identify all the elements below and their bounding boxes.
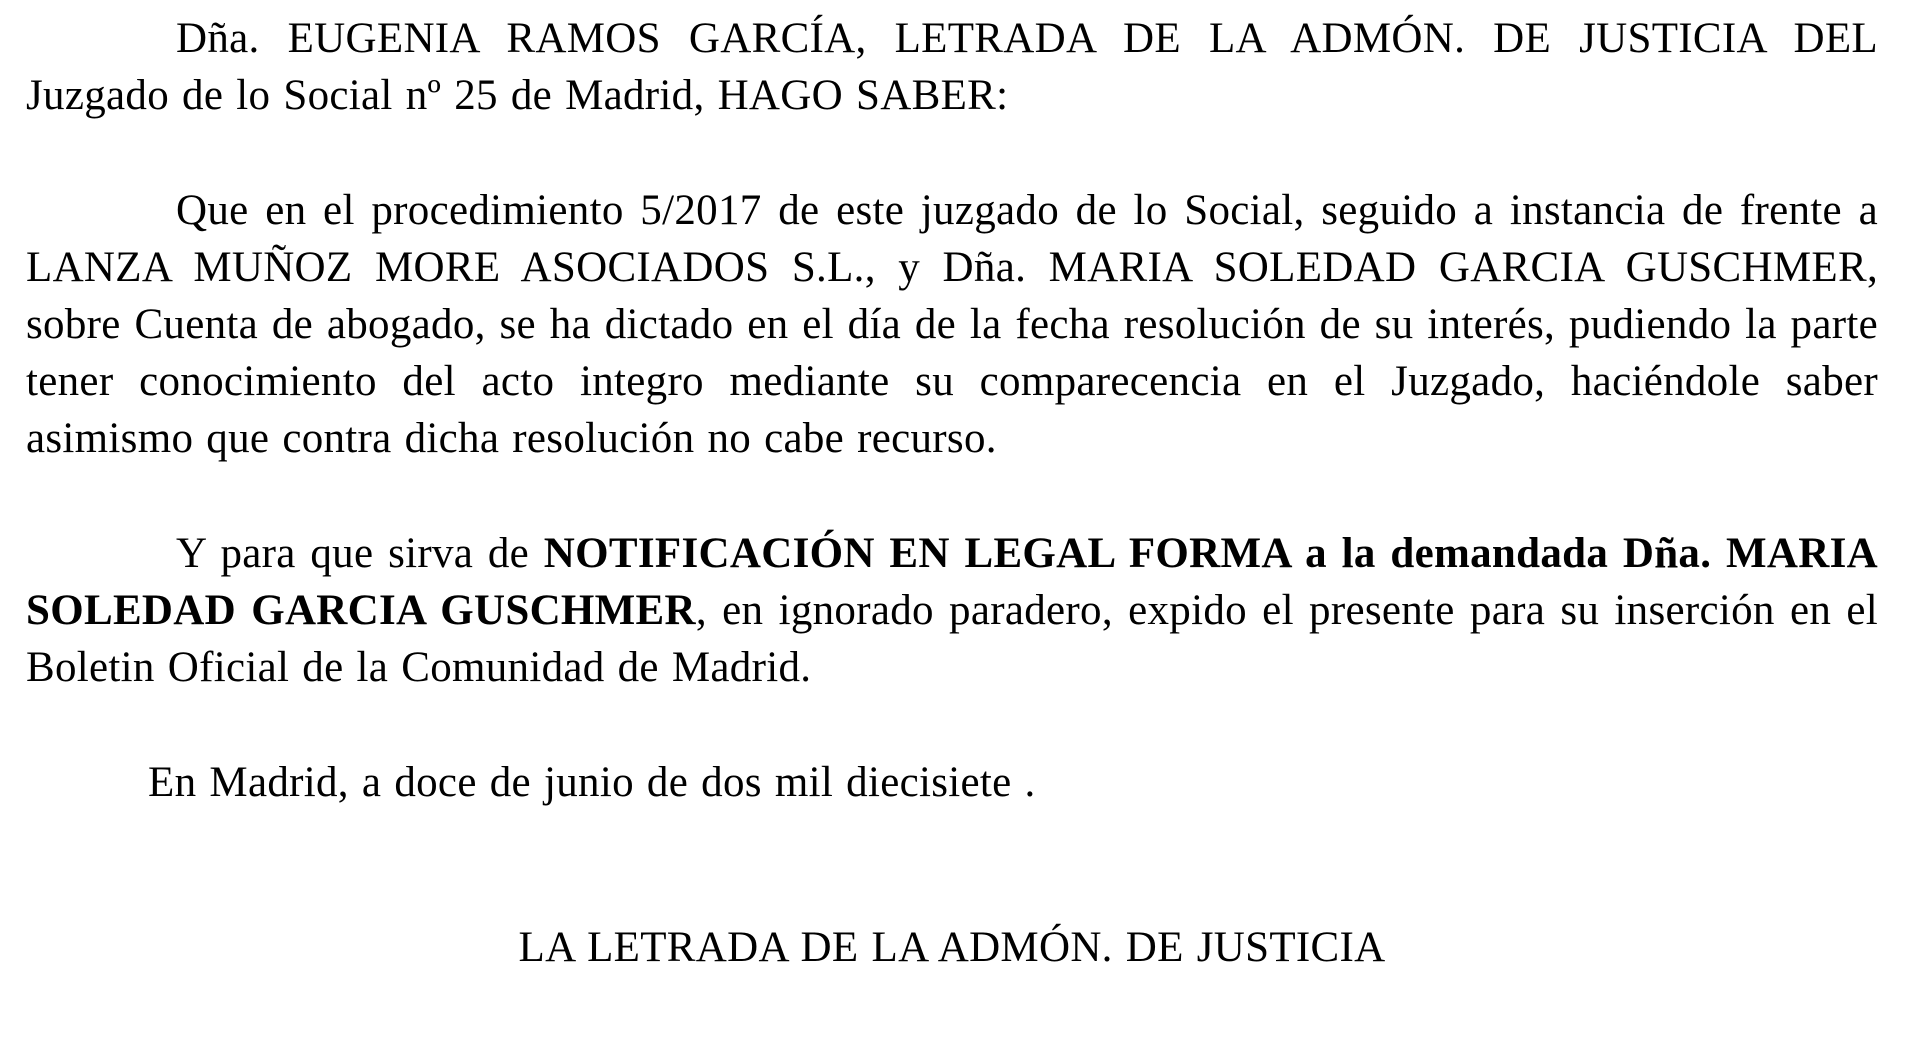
procedure-paragraph: Que en el procedimiento 5/2017 de este juzgado de lo Social, seguido a instancia de frente a LANZA MUÑOZ MORE ASOCIADOS S.L., y Dña. MARIA SOLEDAD GARCIA GUSCHMER, sobre Cuenta de abogado, se ha dictado en el día de la fecha resolución de su interés, pudiendo la parte tener conocimiento del acto integro mediante su comparecencia en el Juzgado, haciéndole saber asimismo que contra dicha resolución no cabe recurso. xyxy=(26,187,1878,462)
notification-lead-text: Y para que sirva de xyxy=(176,530,544,577)
signature-line: LA LETRADA DE LA ADMÓN. DE JUSTICIA xyxy=(518,924,1386,971)
notification-tail-text: , en ignorado paradero, expido el presente para su inserción en el Boletin Oficial de la Comunidad de Madrid. xyxy=(26,587,1878,691)
notification-paragraph xyxy=(26,525,1878,696)
notification-bold-text: NOTIFICACIÓN EN LEGAL FORMA a la demandada Dña. MARIA SOLEDAD GARCIA GUSCHMER xyxy=(26,530,1878,634)
header-paragraph: Dña. EUGENIA RAMOS GARCÍA, LETRADA DE LA ADMÓN. DE JUSTICIA DEL Juzgado de lo Social nº 25 de Madrid, HAGO SABER: xyxy=(26,15,1878,119)
date-line: En Madrid, a doce de junio de dos mil diecisiete . xyxy=(148,759,1036,806)
document-page xyxy=(26,10,1878,976)
